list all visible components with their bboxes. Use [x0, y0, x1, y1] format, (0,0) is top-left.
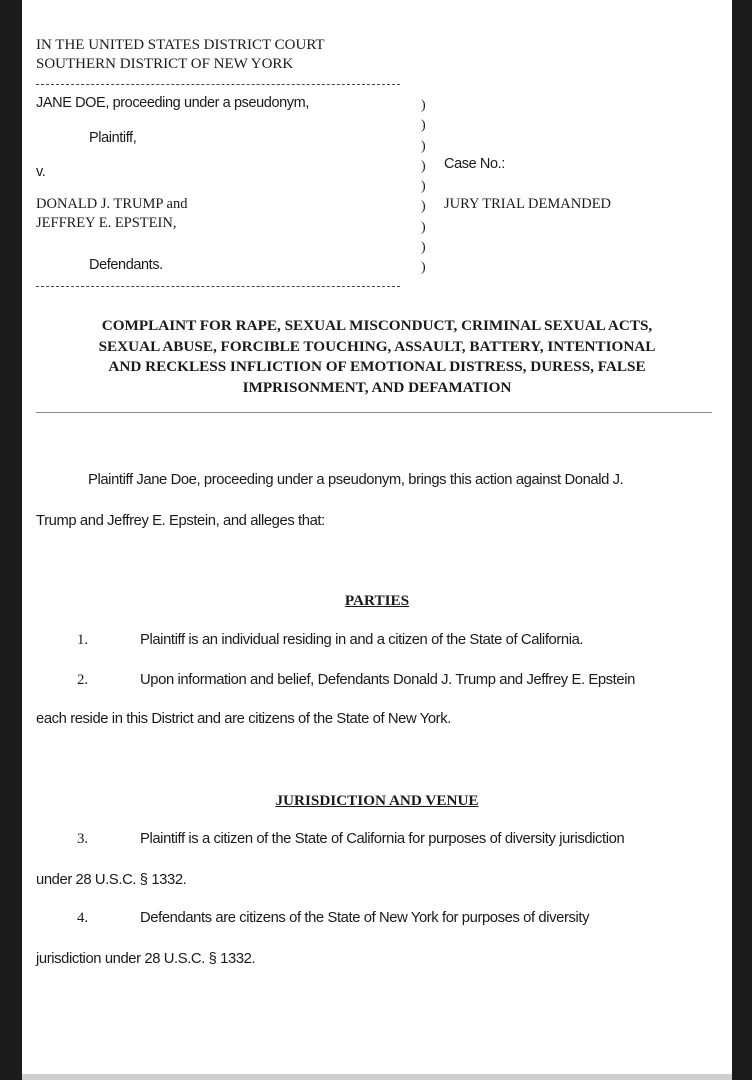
paren: ) — [421, 98, 426, 113]
defendant-2: JEFFREY E. EPSTEIN, — [36, 215, 177, 231]
title-line: SEXUAL ABUSE, FORCIBLE TOUCHING, ASSAULT, BATTERY, INTENTIONAL — [98, 337, 656, 355]
paren: ) — [421, 138, 426, 154]
paragraph-1: Plaintiff is an individual residing in and a citizen of the State of California. — [140, 632, 584, 648]
caption-bottom-divider — [36, 286, 400, 287]
plaintiff-name: JANE DOE, proceeding under a pseudonym, — [36, 95, 309, 111]
paragraph-3-continued: under 28 U.S.C. § 1332. — [36, 872, 187, 888]
parties-heading: PARTIES — [344, 592, 410, 609]
court-header — [36, 36, 325, 74]
page-bottom-edge — [22, 1074, 732, 1080]
court-district: SOUTHERN DISTRICT OF NEW YORK — [36, 56, 294, 72]
intro-line-1: Plaintiff Jane Doe, proceeding under a pseudonym, brings this action against Donald J. — [88, 472, 624, 488]
plaintiff-role: Plaintiff, — [89, 130, 137, 146]
paren: ) — [421, 118, 426, 134]
title-divider — [36, 412, 712, 413]
jury-demand: JURY TRIAL DEMANDED — [444, 196, 612, 212]
jurisdiction-heading: JURISDICTION AND VENUE — [275, 792, 479, 809]
court-name: IN THE UNITED STATES DISTRICT COURT — [36, 37, 325, 53]
paragraph-number: 1. — [77, 632, 89, 648]
complaint-title — [22, 316, 732, 398]
paragraph-number: 4. — [77, 910, 89, 926]
case-number-label: Case No.: — [444, 156, 505, 172]
title-line: IMPRISONMENT, AND DEFAMATION — [242, 378, 512, 396]
paragraph-2-continued: each reside in this District and are citizens of the State of New York. — [36, 711, 451, 727]
paren: ) — [421, 199, 426, 215]
paragraph-number: 2. — [77, 672, 89, 688]
intro-line-2: Trump and Jeffrey E. Epstein, and alleges that: — [36, 513, 325, 529]
paren: ) — [421, 158, 426, 174]
versus-label: v. — [36, 164, 46, 180]
paragraph-4-continued: jurisdiction under 28 U.S.C. § 1332. — [36, 951, 256, 967]
caption-parens — [421, 96, 431, 279]
defendant-role: Defendants. — [89, 257, 163, 273]
paren: ) — [421, 260, 426, 276]
paren: ) — [421, 240, 426, 256]
title-line: AND RECKLESS INFLICTION OF EMOTIONAL DISTRESS, DURESS, FALSE — [108, 358, 646, 375]
defendant-1: DONALD J. TRUMP and — [36, 196, 188, 212]
paragraph-4: Defendants are citizens of the State of New York for purposes of diversity — [140, 910, 590, 926]
paren: ) — [421, 179, 426, 195]
paragraph-number: 3. — [77, 831, 89, 847]
title-line: COMPLAINT FOR RAPE, SEXUAL MISCONDUCT, CRIMINAL SEXUAL ACTS, — [101, 317, 653, 334]
paragraph-2: Upon information and belief, Defendants Donald J. Trump and Jeffrey E. Epstein — [140, 672, 635, 688]
caption-top-divider — [36, 84, 400, 85]
paragraph-3: Plaintiff is a citizen of the State of California for purposes of diversity jurisdiction — [140, 831, 625, 847]
paren: ) — [421, 219, 426, 235]
document-page — [22, 0, 732, 1074]
